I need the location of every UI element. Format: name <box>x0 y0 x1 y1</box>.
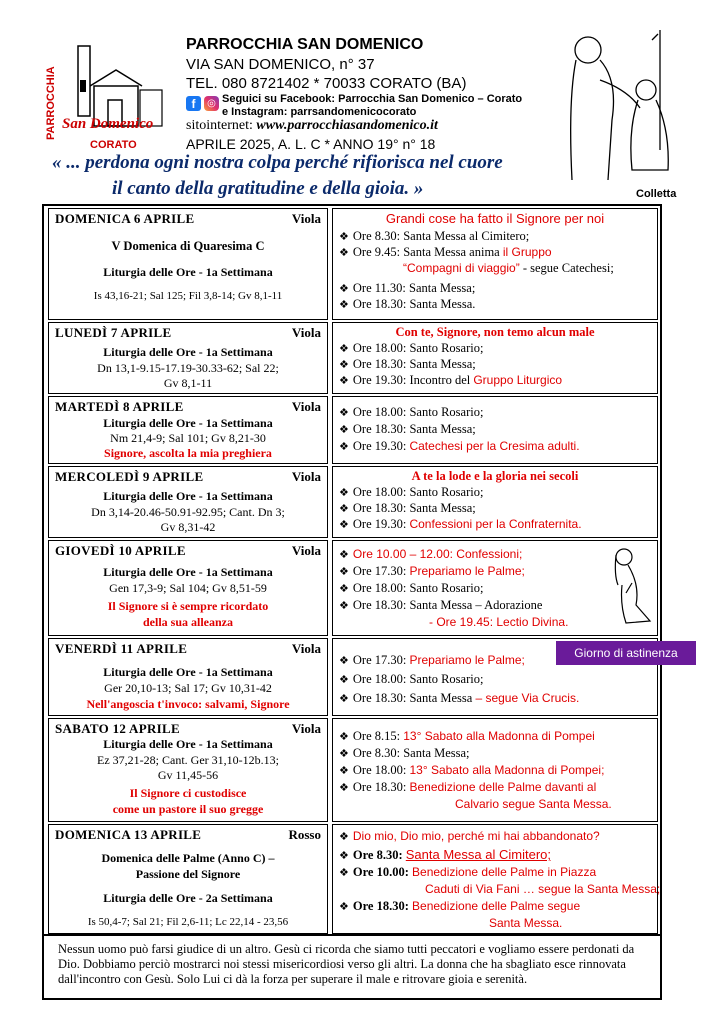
liturgical-color: Viola <box>291 325 321 340</box>
header <box>0 0 724 205</box>
logo-name: San Domenico <box>62 116 154 132</box>
liturgical-color: Viola <box>291 399 321 414</box>
day-title: MARTEDÌ 8 APRILE <box>55 399 184 414</box>
celebration: Domenica delle Palme (Anno C) – <box>101 851 275 865</box>
day-row-lunedi-7 <box>44 322 660 394</box>
readings: Is 43,16-21; Sal 125; Fil 3,8-14; Gv 8,1-11 <box>93 290 283 302</box>
day-title: VENERDÌ 11 APRILE <box>55 641 188 656</box>
event-item: ❖ Ore 18.30: Santa Messa; <box>339 357 476 371</box>
day-title: SABATO 12 APRILE <box>55 721 180 736</box>
event-item: ❖ Ore 18.00: Santo Rosario; <box>339 485 484 499</box>
site-url[interactable]: www.parrocchiasandomenico.it <box>256 118 438 133</box>
day-psalm: Con te, Signore, non temo alcun male <box>395 325 595 339</box>
instagram-icon[interactable]: ◎ <box>204 96 219 111</box>
instagram-text: e Instagram: parrsandomenicocorato <box>222 106 417 118</box>
event-item: ❖ Ore 19.30: Catechesi per la Cresima adulti. <box>339 439 580 453</box>
day-row-martedi-8 <box>44 396 660 464</box>
weekly-schedule <box>42 204 662 936</box>
psalm-response: Il Signore si è sempre ricordato <box>107 599 269 613</box>
readings-cont: Gv 11,45-56 <box>157 768 219 782</box>
event-item: ❖ Ore 18.30: Santa Messa; <box>339 422 476 436</box>
event-item: ❖ Ore 18.00: Santo Rosario; <box>339 581 484 595</box>
celebration: V Domenica di Quaresima C <box>111 239 265 253</box>
liturgy-week: Liturgia delle Ore - 2a Settimana <box>103 891 273 905</box>
readings: Ger 20,10-13; Sal 17; Gv 10,31-42 <box>104 681 272 695</box>
psalm-response: Signore, ascolta la mia preghiera <box>104 446 272 460</box>
jesus-illustration <box>548 20 678 190</box>
liturgy-week: Liturgia delle Ore - 1a Settimana <box>103 489 273 503</box>
day-title: DOMENICA 6 APRILE <box>55 211 195 226</box>
liturgical-color: Viola <box>291 469 321 484</box>
event-item: ❖ Ore 18.30: Santa Messa; <box>339 501 476 515</box>
event-item: ❖ Ore 19.30: Confessioni per la Confraternita. <box>339 517 582 531</box>
readings: Gen 17,3-9; Sal 104; Gv 8,51-59 <box>109 581 267 595</box>
event-item: ❖ Ore 18.30: Benedizione delle Palme davanti al <box>339 780 597 794</box>
event-item: ❖ Ore 18.00: Santo Rosario; <box>339 405 484 419</box>
liturgy-week: Liturgia delle Ore - 1a Settimana <box>103 416 273 430</box>
praying-woman-illustration <box>606 545 656 629</box>
event-item: ❖ Ore 8.15: 13° Sabato alla Madonna di Pompei <box>339 729 595 743</box>
event-item-continued: Calvario segue Santa Messa. <box>455 797 612 811</box>
image-caption: Colletta <box>636 188 677 200</box>
event-item-continued: Santa Messa. <box>489 916 563 930</box>
liturgy-week: Liturgia delle Ore - 1a Settimana <box>103 565 273 579</box>
psalm-response-cont: come un pastore il suo gregge <box>112 802 264 816</box>
day-title: GIOVEDÌ 10 APRILE <box>55 543 186 558</box>
church-logo <box>44 40 176 152</box>
day-row-domenica-13 <box>44 824 660 934</box>
logo-vertical-text: PARROCCHIA <box>45 66 57 140</box>
readings-cont: Gv 8,31-42 <box>160 520 216 534</box>
event-item: ❖ Ore 18.30: Santa Messa – Adorazione <box>339 598 543 612</box>
event-item: ❖ Ore 18.00: Santo Rosario; <box>339 341 484 355</box>
liturgy-week: Liturgia delle Ore - 1a Settimana <box>103 737 273 751</box>
event-item: ❖ Ore 17.30: Prepariamo le Palme; <box>339 564 525 578</box>
liturgical-color: Rosso <box>288 827 321 842</box>
quote-line-1: « ... perdona ogni nostra colpa perché rifiorisca nel cuore <box>52 152 503 173</box>
parish-address: VIA SAN DOMENICO, n° 37 <box>186 56 375 73</box>
readings: Nm 21,4-9; Sal 101; Gv 8,21-30 <box>110 431 266 445</box>
event-item: ❖ Ore 17.30: Prepariamo le Palme; <box>339 653 525 667</box>
event-item: ❖ Ore 10.00 – 12.00: Confessioni; <box>339 547 523 561</box>
abstinence-badge: Giorno di astinenza <box>556 641 696 665</box>
site-label: sitointernet: <box>186 118 257 133</box>
day-title: DOMENICA 13 APRILE <box>55 827 202 842</box>
event-item: ❖ Dio mio, Dio mio, perché mi hai abbandonato? <box>339 829 600 843</box>
event-item-continued: - Ore 19.45: Lectio Divina. <box>429 615 569 629</box>
event-item: ❖ Ore 8.30: Santa Messa al Cimitero; <box>339 229 530 243</box>
footer-reflection: Nessun uomo può farsi giudice di un altro. Gesù ci ricorda che siamo tutti peccatori e vogliamo essere perdonati da Dio. Dobbiamo perciò mostrarci noi stessi misericordiosi verso gli altri. La donna che ha sbagliato esce rinnovata dall'incontro con Gesù. Solo Lui ci dà la forza per superare il male e ritrovare gioia e serenità. <box>42 936 662 1000</box>
liturgical-color: Viola <box>291 641 321 656</box>
event-item: ❖ Ore 18.30: Santa Messa. <box>339 297 476 311</box>
liturgical-color: Viola <box>291 721 321 736</box>
event-item: ❖ Ore 8.30: Santa Messa; <box>339 746 470 760</box>
day-row-domenica-6 <box>44 208 660 320</box>
day-psalm: A te la lode e la gloria nei secoli <box>411 469 579 483</box>
psalm-response: Il Signore ci custodisce <box>129 786 247 800</box>
quote-line-2: il canto della gratitudine e della gioia. » <box>112 178 424 199</box>
event-item: ❖ Ore 18.30: Benedizione delle Palme segue <box>339 899 581 913</box>
liturgical-color: Viola <box>291 211 321 226</box>
parish-name: PARROCCHIA SAN DOMENICO <box>186 36 424 53</box>
liturgy-week: Liturgia delle Ore - 1a Settimana <box>103 345 273 359</box>
day-psalm: Grandi cose ha fatto il Signore per noi <box>385 211 605 226</box>
issue-info: APRILE 2025, A. L. C * ANNO 19° n° 18 <box>186 136 436 152</box>
celebration-cont: Passione del Signore <box>135 867 241 881</box>
day-title: MERCOLEDÌ 9 APRILE <box>55 469 204 484</box>
event-item: ❖ Ore 18.00: Santo Rosario; <box>339 672 484 686</box>
facebook-text: Seguici su Facebook: Parrocchia San Domenico – Corato <box>222 93 523 105</box>
event-item: ❖ Ore 11.30: Santa Messa; <box>339 281 476 295</box>
readings-cont: Gv 8,1-11 <box>163 376 213 390</box>
event-item: ❖ Ore 18.30: Santa Messa – segue Via Crucis. <box>339 691 580 705</box>
day-row-giovedi-10 <box>44 540 660 636</box>
liturgical-color: Viola <box>291 543 321 558</box>
event-item: ❖ Ore 9.45: Santa Messa anima il Gruppo <box>339 245 552 259</box>
psalm-response: Nell'angoscia t'invoco: salvami, Signore <box>86 697 290 711</box>
day-title: LUNEDÌ 7 APRILE <box>55 325 172 340</box>
liturgy-week: Liturgia delle Ore - 1a Settimana <box>103 665 273 679</box>
event-item: ❖ Ore 10.00: Benedizione delle Palme in Piazza <box>339 865 597 879</box>
readings: Ez 37,21-28; Cant. Ger 31,10-12b.13; <box>97 753 279 767</box>
facebook-icon[interactable]: f <box>186 96 201 111</box>
event-item: ❖ Ore 19.30: Incontro del Gruppo Liturgico <box>339 373 563 387</box>
event-item-continued: Caduti di Via Fani … segue la Santa Messa; <box>425 882 661 896</box>
readings: Dn 13,1-9.15-17.19-30.33-62; Sal 22; <box>97 361 279 375</box>
event-item: ❖ Ore 8.30: Santa Messa al Cimitero; <box>339 847 551 862</box>
readings: Dn 3,14-20.46-50.91-92.95; Cant. Dn 3; <box>91 505 285 519</box>
logo-city: CORATO <box>90 139 137 151</box>
day-row-sabato-12 <box>44 718 660 822</box>
event-item: ❖ Ore 18.00: 13° Sabato alla Madonna di Pompei; <box>339 763 605 777</box>
psalm-response-cont: della sua alleanza <box>142 615 233 629</box>
day-row-mercoledi-9 <box>44 466 660 538</box>
readings: Is 50,4-7; Sal 21; Fil 2,6-11; Lc 22,14 - 23,56 <box>87 916 289 928</box>
event-item-continued: “Compagni di viaggio” - segue Catechesi; <box>403 261 614 275</box>
liturgy-week: Liturgia delle Ore - 1a Settimana <box>103 265 273 279</box>
parish-phone: TEL. 080 8721402 * 70033 CORATO (BA) <box>186 75 467 92</box>
